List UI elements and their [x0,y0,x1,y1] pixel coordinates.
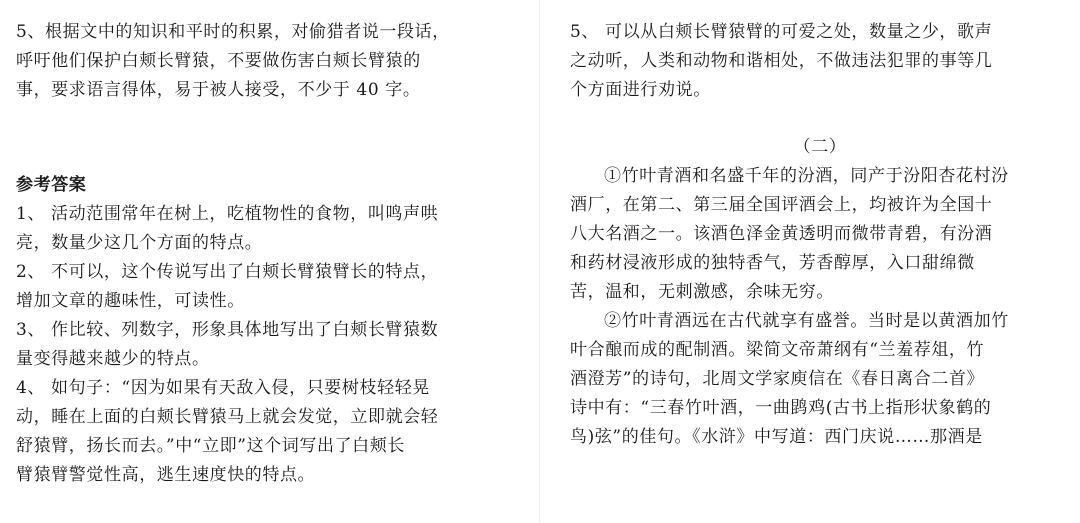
text-line: 动，睡在上面的白颊长臂猿马上就会发觉，立即就会轻 [16,407,439,427]
text-line: 量变得越来越少的特点。 [16,349,210,369]
text-line: 5、根据文中的知识和平时的积累，对偷猎者说一段话， [16,22,450,42]
text-line: 1、 活动范围常年在树上，吃植物性的食物，叫鸣声哄 [16,204,439,224]
text-line: 和药材浸液形成的独特香气，芳香醇厚，入口甜绵微 [570,253,975,273]
answer-5 [570,18,1070,105]
text-line: 4、 如句子：“因为如果有天敌入侵，只要树枝轻轻晃 [16,378,430,398]
text-line: 臂猿臂警觉性高，逃生速度快的特点。 [16,465,316,485]
section-title: （二） [793,137,847,157]
text-line: 事，要求语言得体，易于被人接受，不少于 40 字。 [16,80,421,100]
text-line: 5、 可以从白颊长臂猿臂的可爱之处，数量之少，歌声 [570,22,993,42]
text-line: 诗中有：“三春竹叶酒，一曲鹍鸡(古书上指形状象鹤的 [570,398,992,418]
question-5 [16,18,516,105]
text-line: ②竹叶青酒远在古代就享有盛誉。当时是以黄酒加竹 [604,311,1009,331]
left-column [16,0,516,490]
column-divider [539,0,540,523]
text-line: 酒澄芳”的诗句，北周文学家庾信在《春日离合二首》 [570,369,985,389]
text-line: 苦，温和，无刺激感，余味无穷。 [570,282,834,302]
text-line: 呼吁他们保护白颊长臂猿，不要做伤害白颊长臂猿的 [16,51,421,71]
text-line: 亮，数量少这几个方面的特点。 [16,233,263,253]
text-line: 之动听，人类和动物和谐相处，不做违法犯罪的事等几 [570,51,993,71]
paragraph-1 [570,162,1070,307]
text-line: 叶合酿而成的配制酒。梁简文帝萧纲有“兰羞荐俎，竹 [570,340,985,360]
text-line: 个方面进行劝说。 [570,80,711,100]
text-line: 3、 作比较、列数字，形象具体地写出了白颊长臂猿数 [16,320,439,340]
text-line: 酒厂，在第二、第三届全国评酒会上，均被许为全国十 [570,195,993,215]
text-line: 2、 不可以，这个传说写出了白颊长臂猿臂长的特点， [16,262,439,282]
text-line: 八大名酒之一。该酒色泽金黄透明而微带青碧，有汾酒 [570,224,993,244]
right-column [570,0,1070,452]
text-line: 舒猿臂，扬长而去。”中“立即”这个词写出了白颊长 [16,436,405,456]
answer-heading: 参考答案 [16,175,87,195]
text-line: 增加文章的趣味性，可读性。 [16,291,245,311]
text-line: 鸟)弦”的佳句。《水浒》中写道：西门庆说……那酒是 [570,427,983,447]
text-line: ①竹叶青酒和名盛千年的汾酒，同产于汾阳杏花村汾 [604,166,1009,186]
paragraph-2 [570,307,1070,452]
answer-list [16,200,516,490]
